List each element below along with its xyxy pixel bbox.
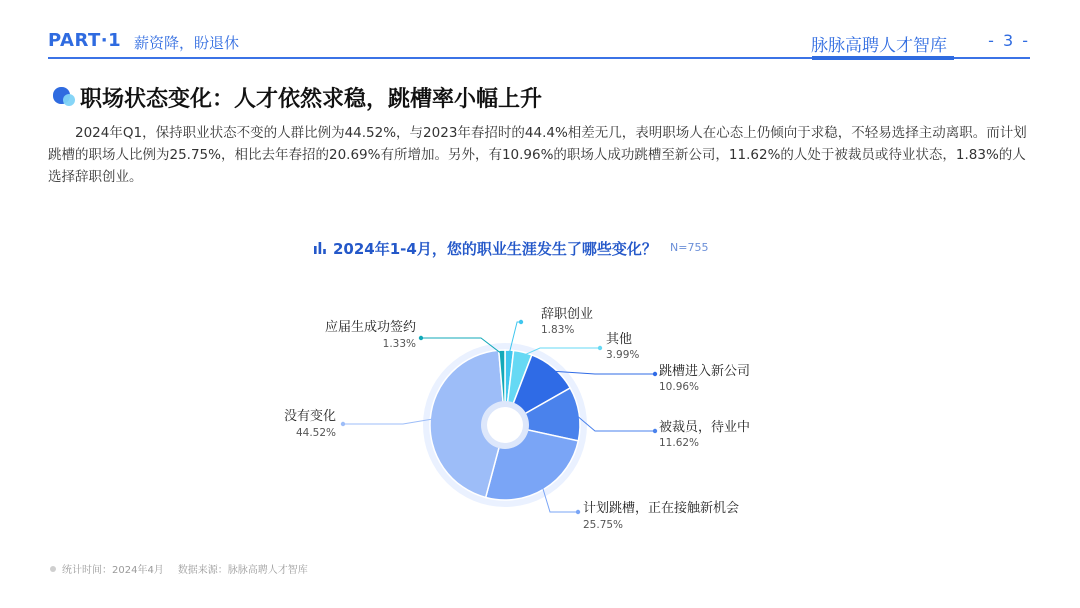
leader-dot-4	[653, 429, 657, 433]
slice-value-6: 44.52%	[295, 427, 336, 439]
leader-dot-1	[519, 320, 523, 324]
sample-size: N=755	[670, 241, 709, 254]
section-title-text: 职场状态变化：人才依然求稳，跳槽率小幅上升	[80, 87, 543, 112]
leader-dot-6	[341, 422, 345, 426]
chart-center-hole	[487, 407, 523, 443]
footer-source: 数据来源：脉脉高聘人才智库	[177, 565, 308, 576]
slice-value-2: 3.99%	[606, 349, 640, 361]
leader-line-6	[343, 419, 434, 424]
slice-value-5: 25.75%	[583, 519, 624, 531]
summary-paragraph: 2024年Q1，保持职业状态不变的人群比例为44.52%，与2023年春招时的44.4%相差无几，表明职场人在心态上仍倾向于求稳，不轻易选择主动离职。而计划跳槽的职场人比例为25.75%，相比去年春招的20.69%有所增加。另外，有10.96%的职场人成功跳槽至新公司，11.62%的人处于被裁员或待业状态，1.83%的人选择辞职创业。	[48, 125, 1027, 185]
leader-dot-7	[419, 336, 423, 340]
slice-label-4: 被裁员，待业中	[659, 420, 751, 435]
slice-label-5: 计划跳槽，正在接触新机会	[583, 501, 740, 516]
leader-line-4	[575, 414, 655, 431]
slice-value-3: 10.96%	[659, 381, 700, 393]
leader-dot-3	[653, 372, 657, 376]
slice-label-3: 跳槽进入新公司	[659, 364, 751, 379]
footer-dot	[50, 566, 56, 572]
chart-title-text: 2024年1-4月，您的职业生涯发生了哪些变化？	[333, 240, 657, 258]
leader-dot-2	[598, 346, 602, 350]
slice-label-2: 其他	[606, 332, 633, 347]
slice-value-1: 1.83%	[541, 324, 575, 336]
brand-name: 脉脉高聘人才智库	[811, 36, 947, 56]
slice-value-7: 1.33%	[382, 338, 416, 350]
slice-label-7: 应届生成功签约	[324, 320, 416, 335]
footer-time: 统计时间：2024年4月	[62, 565, 164, 576]
part-subtitle: 薪资降，盼退休	[134, 34, 240, 52]
slice-label-1: 辞职创业	[541, 307, 594, 322]
leader-dot-5	[576, 510, 580, 514]
slice-value-4: 11.62%	[659, 437, 700, 449]
part-label: PART·1	[48, 30, 122, 51]
slice-label-6: 没有变化	[283, 409, 336, 424]
footer	[50, 561, 308, 576]
page-number: - 3 -	[988, 31, 1030, 50]
